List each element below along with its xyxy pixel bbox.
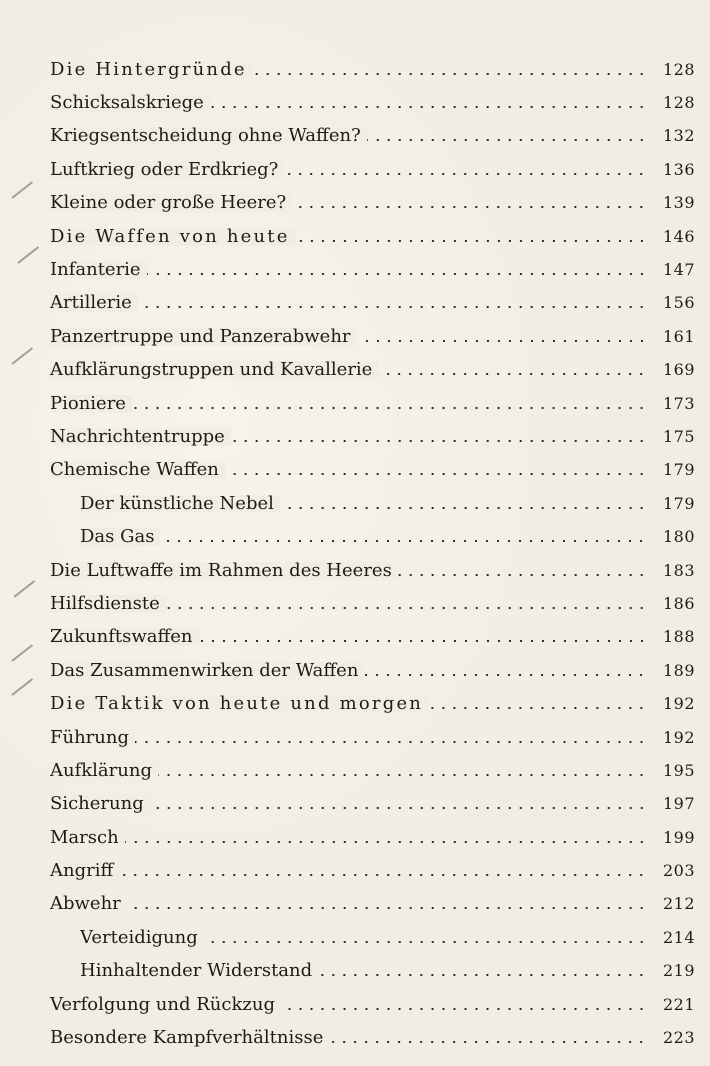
toc-entry — [50, 621, 695, 654]
toc-entry — [50, 1021, 695, 1054]
toc-entry-title: Abwehr — [50, 895, 127, 913]
toc-entry-title: Führung — [50, 729, 135, 747]
dot-leader — [150, 807, 647, 809]
toc-entry-title: Nachrichtentruppe — [50, 428, 231, 446]
dot-leader — [296, 240, 647, 242]
dot-leader — [398, 574, 647, 576]
toc-entry-page-number: 180 — [662, 527, 695, 547]
toc-entry — [50, 654, 695, 687]
dot-leader — [318, 974, 647, 976]
toc-entry — [50, 253, 695, 286]
pencil-mark — [17, 246, 39, 264]
toc-entry-title: Das Zusammenwirken der Waffen — [50, 662, 364, 680]
dot-leader — [225, 473, 647, 475]
dot-leader — [210, 106, 647, 108]
toc-entry-title: Schicksalskriege — [50, 94, 210, 112]
dot-leader — [166, 607, 647, 609]
pencil-mark — [11, 678, 33, 696]
toc-entry — [50, 420, 695, 453]
toc-entry-title: Kriegsentscheidung ohne Waffen? — [50, 127, 367, 145]
toc-entry-title: Verteidigung — [80, 929, 204, 947]
toc-entry — [50, 320, 695, 353]
toc-entry-page-number: 179 — [662, 493, 695, 513]
pencil-mark — [11, 347, 33, 365]
toc-entry-title: Luftkrieg oder Erdkrieg? — [50, 161, 284, 179]
toc-entry — [50, 854, 695, 887]
toc-entry — [50, 53, 695, 86]
toc-entry — [50, 587, 695, 620]
toc-entry-title: Infanterie — [50, 261, 147, 279]
dot-leader — [284, 173, 647, 175]
toc-entry-page-number: 175 — [662, 426, 695, 446]
dot-leader — [281, 1008, 647, 1010]
toc-entry-page-number: 183 — [662, 560, 695, 580]
dot-leader — [357, 340, 647, 342]
toc-entry — [50, 988, 695, 1021]
toc-entry-title: Die Taktik von heute und morgen — [50, 695, 429, 713]
toc-entry-page-number: 221 — [662, 994, 695, 1014]
toc-entry-title: Aufklärungstruppen und Kavallerie — [50, 361, 378, 379]
toc-entry — [50, 387, 695, 420]
dot-leader — [378, 373, 647, 375]
toc-entry-page-number: 156 — [662, 293, 695, 313]
toc-entry — [50, 487, 695, 520]
toc-entry-page-number: 136 — [662, 159, 695, 179]
toc-entry-page-number: 197 — [662, 794, 695, 814]
pencil-mark — [13, 580, 35, 598]
toc-entry — [50, 220, 695, 253]
toc-entry — [50, 120, 695, 153]
toc-entry-title: Besondere Kampfverhältnisse — [50, 1029, 329, 1047]
dot-leader — [329, 1041, 647, 1043]
dot-leader — [135, 741, 647, 743]
toc-entry-page-number: 186 — [662, 593, 695, 613]
toc-entry — [50, 754, 695, 787]
toc-entry-page-number: 161 — [662, 326, 695, 346]
toc-entry-title: Hinhaltender Widerstand — [80, 962, 318, 980]
toc-entry-page-number: 169 — [662, 360, 695, 380]
toc-entry-title: Marsch — [50, 829, 125, 847]
toc-entry-title: Artillerie — [50, 294, 138, 312]
dot-leader — [292, 206, 647, 208]
dot-leader — [119, 874, 647, 876]
dot-leader — [204, 941, 647, 943]
pencil-mark — [11, 644, 33, 662]
dot-leader — [280, 507, 647, 509]
toc-entry-title: Kleine oder große Heere? — [50, 194, 292, 212]
toc-entry — [50, 287, 695, 320]
dot-leader — [253, 73, 647, 75]
toc-entry-title: Verfolgung und Rückzug — [50, 996, 281, 1014]
toc-entry-title: Die Waffen von heute — [50, 228, 296, 246]
dot-leader — [429, 707, 647, 709]
toc-entry-page-number: 139 — [662, 193, 695, 213]
toc-entry-title: Die Hintergründe — [50, 61, 253, 79]
toc-entry — [50, 153, 695, 186]
toc-entry-page-number: 212 — [662, 894, 695, 914]
dot-leader — [160, 540, 647, 542]
toc-entry-page-number: 147 — [662, 260, 695, 280]
toc-entry-page-number: 219 — [662, 961, 695, 981]
toc-entry-page-number: 188 — [662, 627, 695, 647]
toc-entry-title: Das Gas — [80, 528, 160, 546]
toc-entry-title: Zukunftswaffen — [50, 628, 199, 646]
dot-leader — [231, 440, 647, 442]
toc-entry — [50, 687, 695, 720]
toc-entry-page-number: 195 — [662, 760, 695, 780]
toc-entry — [50, 788, 695, 821]
toc-entry-page-number: 179 — [662, 460, 695, 480]
toc-entry-page-number: 146 — [662, 226, 695, 246]
toc-entry — [50, 721, 695, 754]
toc-entry — [50, 955, 695, 988]
toc-entry-page-number: 223 — [662, 1028, 695, 1048]
toc-entry-title: Sicherung — [50, 795, 150, 813]
toc-entry — [50, 86, 695, 119]
toc-entry-page-number: 128 — [662, 93, 695, 113]
dot-leader — [138, 306, 647, 308]
toc-entry — [50, 354, 695, 387]
toc-entry-page-number: 192 — [662, 727, 695, 747]
toc-entry — [50, 454, 695, 487]
toc-entry — [50, 821, 695, 854]
toc-entry-page-number: 173 — [662, 393, 695, 413]
toc-entry — [50, 554, 695, 587]
toc-entry-title: Angriff — [50, 862, 119, 880]
toc-entry-page-number: 192 — [662, 694, 695, 714]
toc-entry-page-number: 199 — [662, 827, 695, 847]
toc-entry-title: Chemische Waffen — [50, 461, 225, 479]
pencil-mark — [11, 181, 33, 199]
dot-leader — [132, 407, 647, 409]
toc-entry-page-number: 189 — [662, 660, 695, 680]
toc-entry — [50, 520, 695, 553]
dot-leader — [364, 674, 647, 676]
dot-leader — [147, 273, 647, 275]
dot-leader — [199, 640, 648, 642]
toc-entry-page-number: 128 — [662, 59, 695, 79]
toc-entry — [50, 187, 695, 220]
toc-entry-page-number: 214 — [662, 927, 695, 947]
toc-entry-title: Die Luftwaffe im Rahmen des Heeres — [50, 562, 398, 580]
dot-leader — [367, 139, 647, 141]
toc-entry — [50, 888, 695, 921]
table-of-contents — [50, 53, 695, 1055]
toc-entry-title: Der künstliche Nebel — [80, 495, 280, 513]
dot-leader — [158, 774, 647, 776]
toc-entry-page-number: 203 — [662, 861, 695, 881]
dot-leader — [127, 907, 647, 909]
toc-entry-page-number: 132 — [662, 126, 695, 146]
toc-entry-title: Hilfsdienste — [50, 595, 166, 613]
toc-entry-title: Aufklärung — [50, 762, 158, 780]
toc-entry — [50, 921, 695, 954]
dot-leader — [125, 841, 647, 843]
toc-entry-title: Panzertruppe und Panzerabwehr — [50, 328, 357, 346]
toc-entry-title: Pioniere — [50, 395, 132, 413]
